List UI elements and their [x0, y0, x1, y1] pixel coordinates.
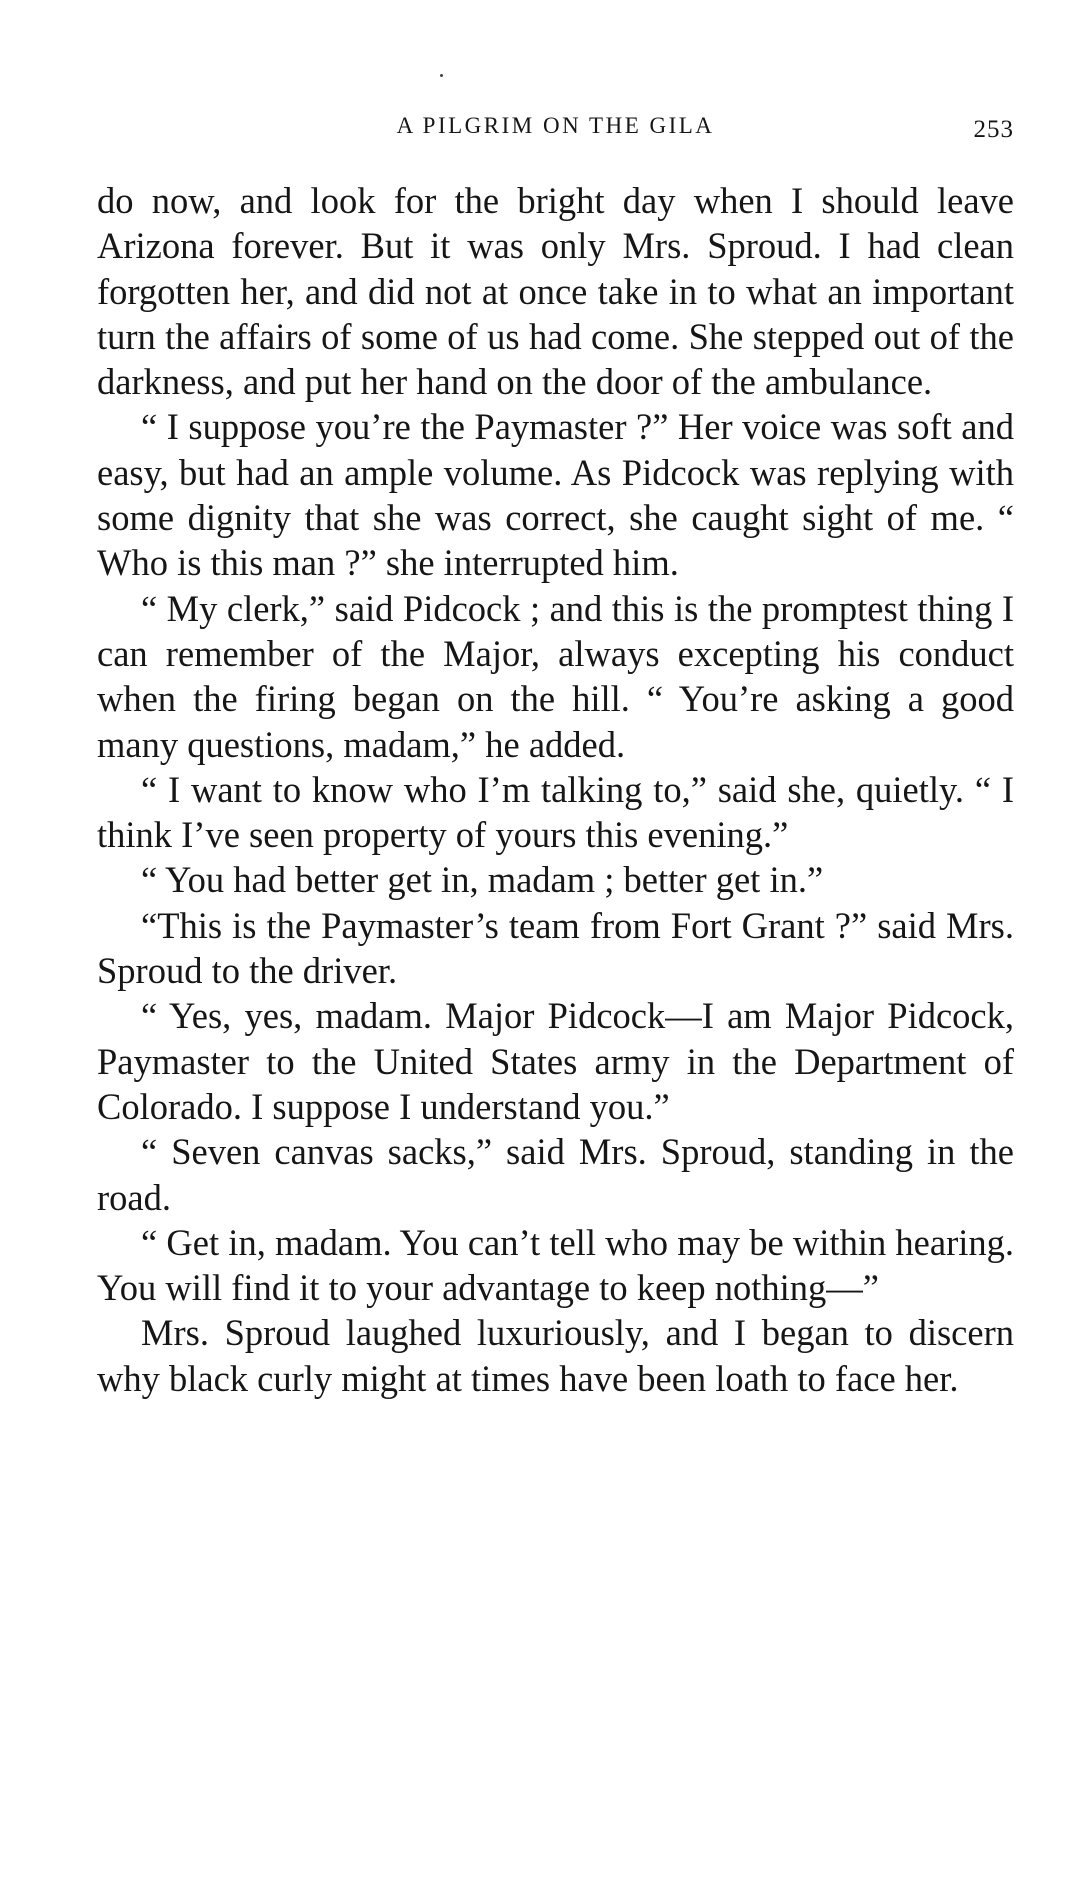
paragraph: “ I suppose you’re the Paymaster ?” Her voice was soft and easy, but had an ample volume. As Pidcock was replying with some dignity that she was correct, she caught sight of me. “ Who is this man ?” she interrupted him. [97, 406, 1014, 584]
paragraph: “ Seven canvas sacks,” said Mrs. Sproud, standing in the road. [97, 1131, 1014, 1218]
body-text [97, 178, 1014, 1401]
page-number: 253 [973, 116, 1014, 143]
paragraph: “ My clerk,” said Pidcock ; and this is the promptest thing I can remember of the Major, always excepting his conduct when the firing began on the hill. “ You’re asking a good many questions, madam,” he added. [97, 587, 1014, 765]
paragraph: Mrs. Sproud laughed luxuriously, and I began to discern why black curly might at times have been loath to face her. [97, 1312, 1014, 1399]
paragraph: “ Get in, madam. You can’t tell who may be within hearing. You will find it to your advantage to keep nothing—” [97, 1221, 1014, 1309]
paragraph: “This is the Paymaster’s team from Fort Grant ?” said Mrs. Sproud to the driver. [97, 904, 1014, 992]
paragraph: do now, and look for the bright day when I should leave Arizona forever. But it was only Mrs. Sproud. I had clean forgotten her, and did not at once take in to what an important turn the affairs of some of us had come. She stepped out of the darkness, and put her hand on the door of the ambulance. [97, 180, 1014, 403]
running-title: A PILGRIM ON THE GILA [396, 113, 715, 138]
paragraph: “ You had better get in, madam ; better get in.” [141, 859, 824, 901]
printing-speck [440, 74, 443, 77]
paragraph: “ I want to know who I’m talking to,” said she, quietly. “ I think I’ve seen property of yours this evening.” [97, 768, 1014, 856]
running-head [97, 108, 1014, 144]
paragraph: “ Yes, yes, madam. Major Pidcock—I am Major Pidcock, Paymaster to the United States army in the Department of Colorado. I suppose I understand you.” [97, 995, 1014, 1127]
